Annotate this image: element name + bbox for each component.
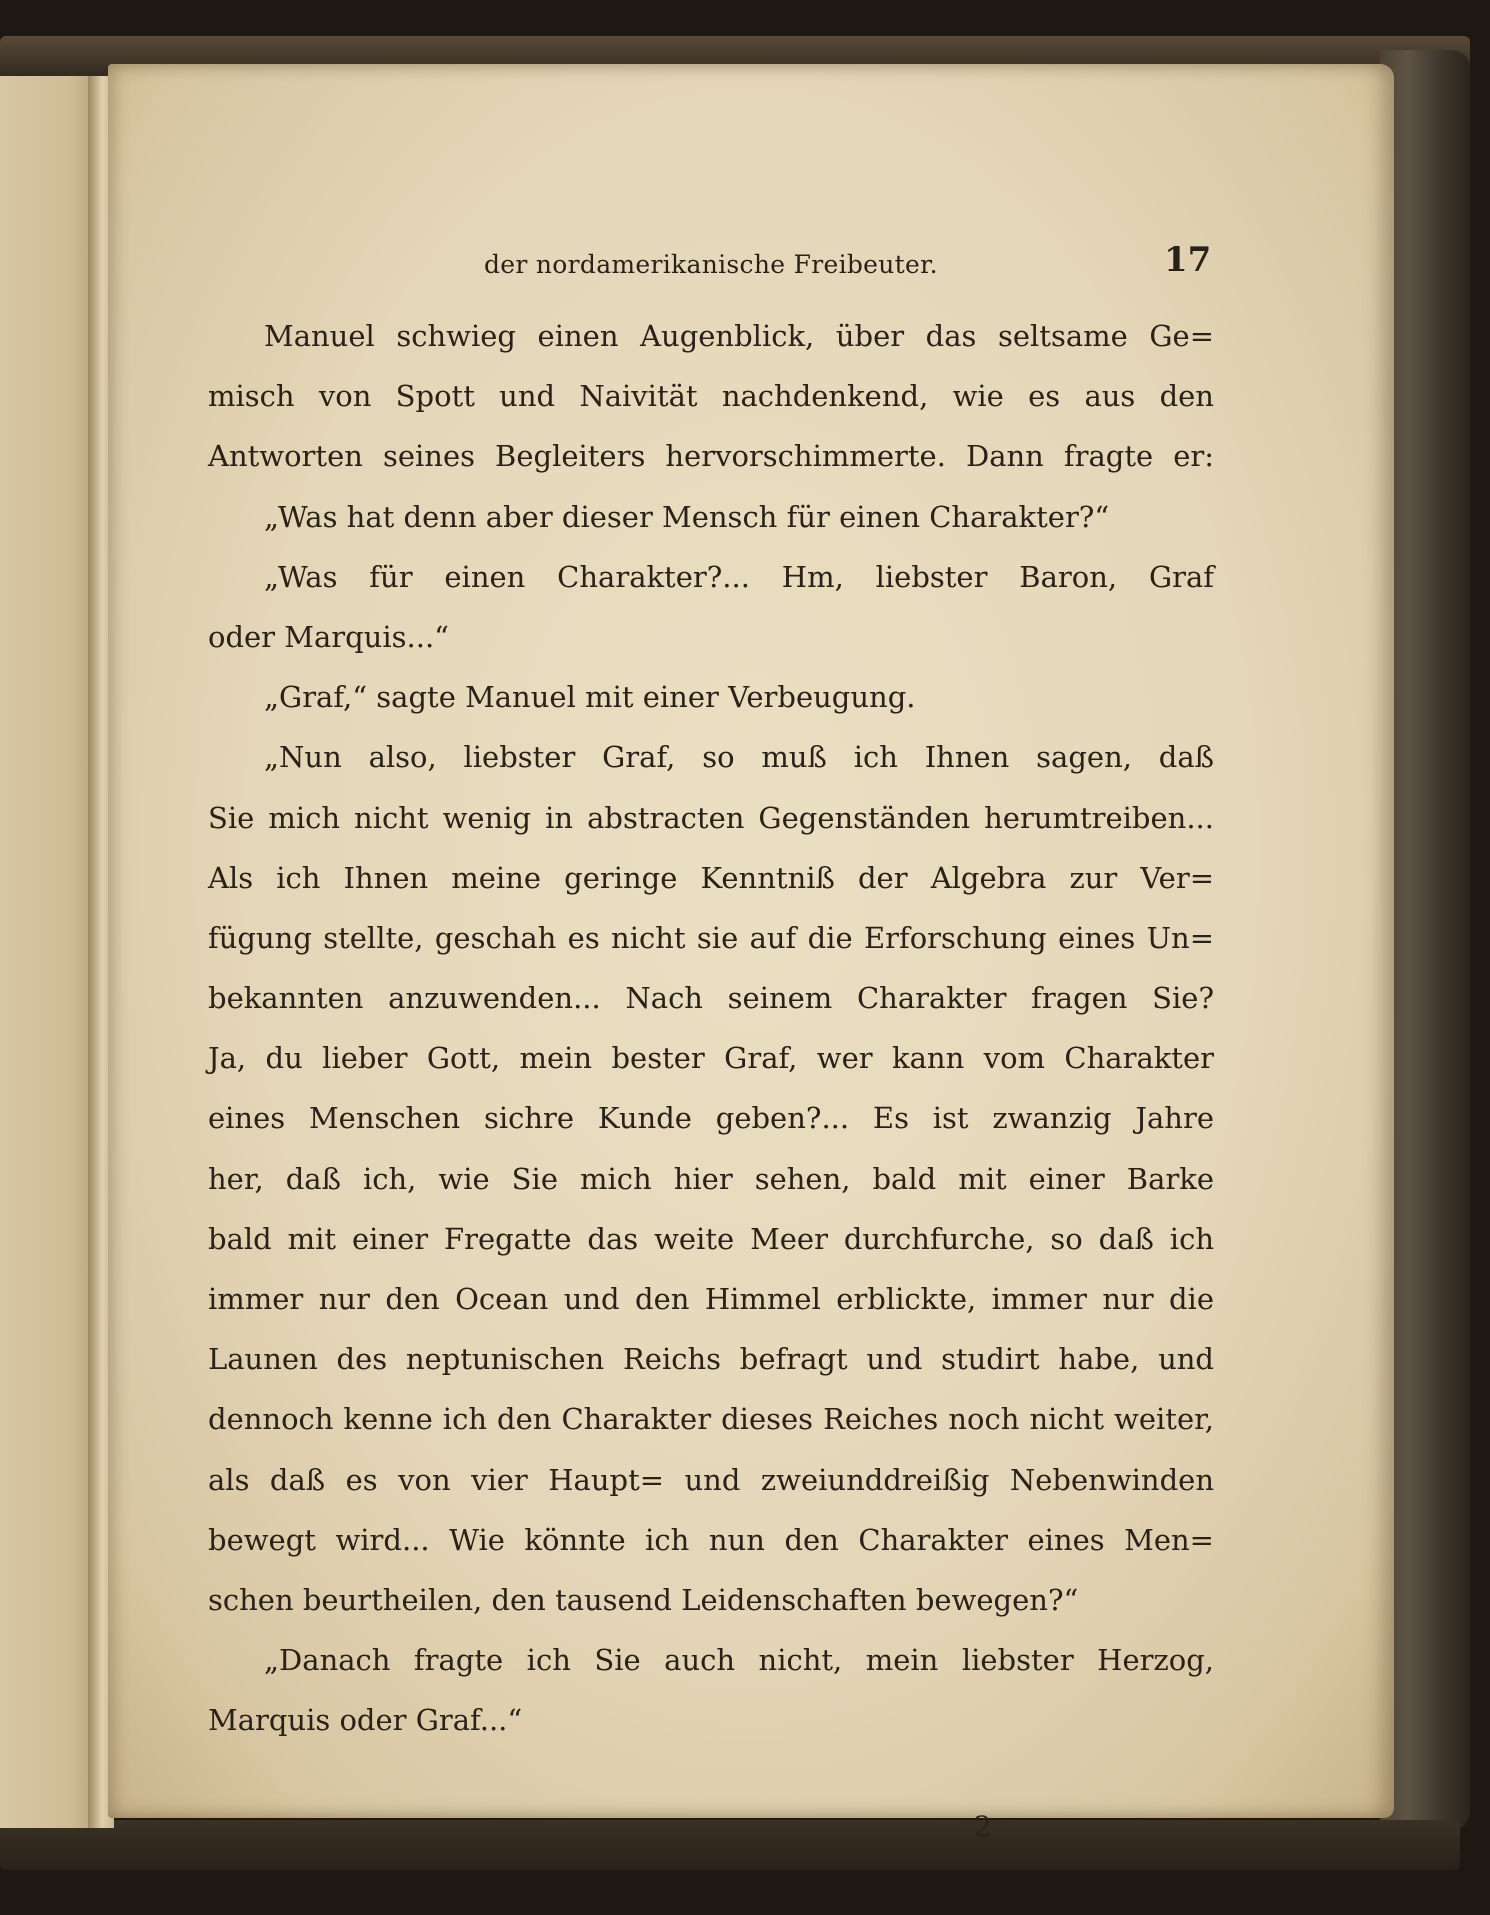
text-line: immer nur den Ocean und den Himmel erblickte, immer nur die xyxy=(208,1282,1214,1316)
text-line: Ja, du lieber Gott, mein bester Graf, wer kann vom Charakter xyxy=(208,1041,1214,1076)
text-line: „Was hat denn aber dieser Mensch für einen Charakter?“ xyxy=(264,499,1110,534)
text-line: schen beurtheilen, den tausend Leidenschaften bewegen?“ xyxy=(208,1582,1079,1617)
text-line: „Was für einen Charakter?... Hm, liebster Baron, Graf xyxy=(264,559,1214,594)
running-header xyxy=(108,236,1394,296)
text-line: Marquis oder Graf...“ xyxy=(208,1703,523,1738)
text-line: „Danach fragte ich Sie auch nicht, mein liebster Herzog, xyxy=(264,1643,1214,1678)
text-line: „Nun also, liebster Graf, so muß ich Ihnen sagen, daß xyxy=(264,740,1214,775)
book-page xyxy=(108,64,1394,1843)
running-title: der nordamerikanische Freibeuter. xyxy=(484,250,938,279)
text-line: Sie mich nicht wenig in abstracten Gegenständen herumtreiben... xyxy=(208,800,1214,835)
text-line: Als ich Ihnen meine geringe Kenntniß der Algebra zur Ver= xyxy=(208,860,1214,895)
page-number: 17 xyxy=(1164,240,1212,280)
text-line: fügung stellte, geschah es nicht sie auf die Erforschung eines Un= xyxy=(208,920,1214,955)
text-line: oder Marquis...“ xyxy=(208,619,449,654)
text-line: als daß es von vier Haupt= und zweiunddreißig Nebenwinden xyxy=(208,1462,1214,1497)
signature-mark: 2 xyxy=(974,1810,992,1843)
text-line: „Graf,“ sagte Manuel mit einer Verbeugung. xyxy=(264,680,916,715)
text-line: bewegt wird... Wie könnte ich nun den Charakter eines Men= xyxy=(208,1522,1214,1557)
text-line: Manuel schwieg einen Augenblick, über das seltsame Ge= xyxy=(264,319,1214,353)
body-text xyxy=(208,306,1214,1751)
text-line: misch von Spott und Naivität nachdenkend, wie es aus den xyxy=(208,379,1214,414)
text-line: bekannten anzuwenden... Nach seinem Charakter fragen Sie? xyxy=(208,981,1214,1016)
text-line: bald mit einer Fregatte das weite Meer durchfurche, so daß ich xyxy=(208,1221,1214,1256)
text-line: her, daß ich, wie Sie mich hier sehen, bald mit einer Barke xyxy=(208,1161,1214,1196)
text-line: Launen des neptunischen Reichs befragt und studirt habe, und xyxy=(208,1342,1214,1377)
left-page-edge xyxy=(0,76,98,1828)
book-cover-bottom-edge xyxy=(0,1820,1460,1870)
text-line: Antworten seines Begleiters hervorschimmerte. Dann fragte er: xyxy=(208,439,1214,474)
text-line: eines Menschen sichre Kunde geben?... Es ist zwanzig Jahre xyxy=(208,1101,1214,1136)
text-line: dennoch kenne ich den Charakter dieses Reiches noch nicht weiter, xyxy=(208,1402,1214,1437)
